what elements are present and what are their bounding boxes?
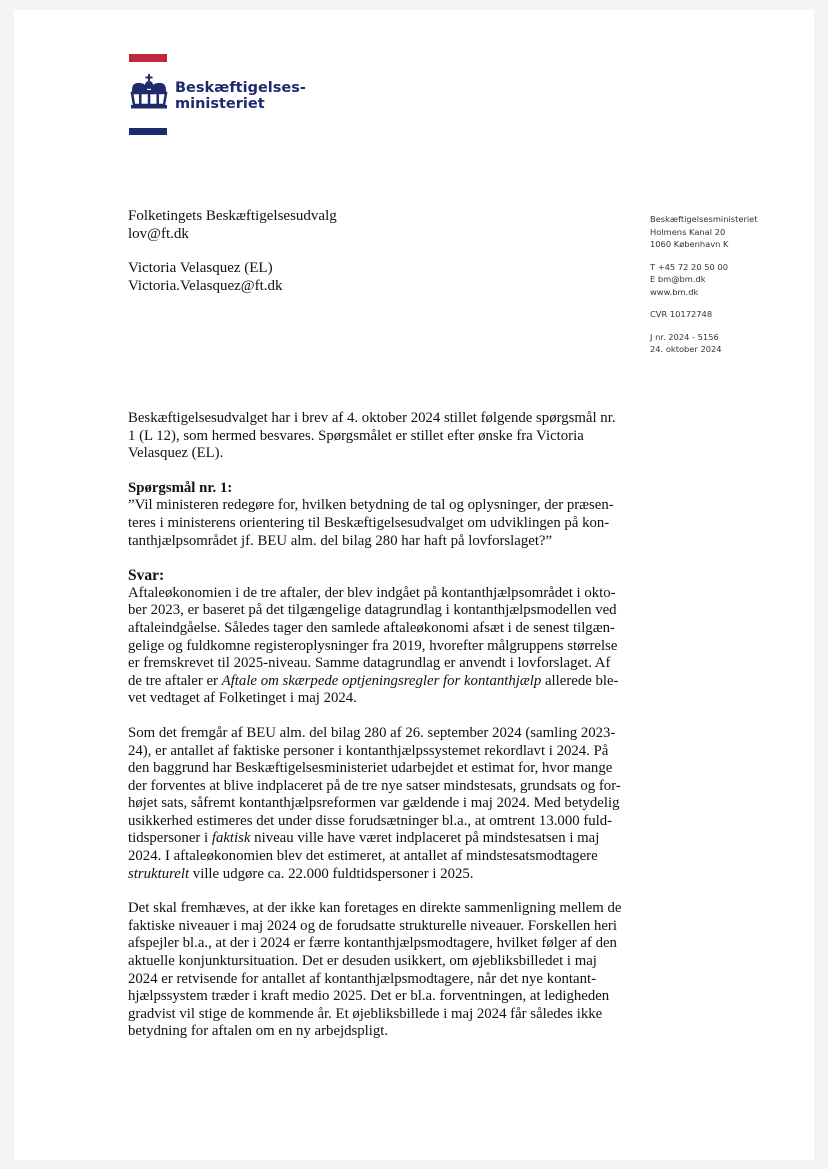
answer-line: afspejler bl.a., at der i 2024 er færre kontanthjælpsmodtagere, hvilket følger af den	[128, 935, 617, 952]
answer-line: faktiske niveauer i maj 2024 og de forudsatte strukturelle niveauer. Forskellen heri	[128, 917, 617, 934]
question-section	[128, 480, 656, 550]
answer-line: aktuelle konjunktursituation. Det er desuden usikkert, om øjebliksbilledet i maj	[128, 953, 597, 970]
sender-email: E bm@bm.dk	[650, 274, 706, 284]
sender-name: Beskæftigelsesministeriet	[650, 214, 758, 224]
intro-line: 1 (L 12), som hermed besvares. Spørgsmålet er stillet efter ønske fra Victoria	[128, 427, 584, 444]
answer-line: Aftaleøkonomien i de tre aftaler, der blev indgået på kontanthjælpsområdet i okto-	[128, 584, 616, 601]
answer-line: hjælpssystem træder i kraft medio 2025. Det er bl.a. forventningen, at ledigheden	[128, 988, 610, 1005]
recipient-person-email: Victoria.Velasquez@ft.dk	[128, 277, 283, 294]
answer-text: allerede ble-	[541, 672, 619, 689]
recipient-person: Victoria Velasquez (EL)	[128, 260, 273, 276]
sender-city: 1060 København K	[650, 239, 729, 249]
answer-line: der forventes at blive indplaceret på de tre nye satser mindstesats, grundsats og for-	[128, 777, 621, 794]
answer-line: betydning for aftalen om en ny arbejdspligt.	[128, 1023, 389, 1040]
recipient-committee-email: lov@ft.dk	[128, 225, 189, 242]
answer-line: 2024. I aftaleøkonomien blev det estimeret, at antallet af mindstesatsmodtagere	[128, 848, 598, 865]
answer-text: niveau ville have været indplaceret på mindstesatsen i maj	[250, 830, 600, 847]
answer-line: usikkerhed estimeres det under disse forudsætninger bl.a., at omtrent 13.000 fuld-	[128, 812, 613, 829]
answer-line: højet sats, såfremt kontanthjælpsreformen var gældende i maj 2024. Med betydelig	[128, 795, 620, 812]
logo-blue-bar	[129, 128, 167, 135]
sender-street: Holmens Kanal 20	[650, 226, 726, 237]
ministry-logo-text	[175, 80, 306, 112]
intro-line: Velasquez (EL).	[128, 445, 224, 462]
answer-text: ville udgøre ca. 22.000 fuldtidspersoner i 2025.	[189, 865, 474, 882]
letter-body	[128, 410, 656, 1058]
recipient-committee: Folketingets Beskæftigelsesudvalg	[128, 208, 337, 224]
intro-paragraph	[128, 410, 656, 463]
question-heading: Spørgsmål nr. 1:	[128, 479, 233, 496]
intro-line: Beskæftigelsesudvalget har i brev af 4. oktober 2024 stillet følgende spørgsmål nr.	[128, 410, 616, 426]
sender-cvr: CVR 10172748	[650, 309, 713, 319]
answer-paragraph-1	[128, 567, 656, 708]
emphasis-text: faktisk	[211, 830, 251, 847]
answer-heading: Svar:	[128, 567, 165, 585]
answer-line	[128, 673, 656, 691]
journal-number: J nr. 2024 - 5156	[650, 331, 719, 342]
answer-line: Det skal fremhæves, at der ikke kan foretages en direkte sammenligning mellem de	[128, 900, 622, 917]
logo-line-2: ministeriet	[175, 96, 265, 112]
answer-line: vet vedtaget af Folketinget i maj 2024.	[128, 690, 357, 707]
question-line: ”Vil ministeren redegøre for, hvilken betydning de tal og oplysninger, der præsen-	[128, 497, 614, 514]
sender-web: www.bm.dk	[650, 286, 699, 297]
question-line: teres i ministerens orientering til Beskæftigelsesudvalget om udviklingen på kon-	[128, 514, 610, 531]
answer-line: aftaleindgåelse. Således tager den samlede aftaleøkonomi afsæt i de senest tilgæn-	[128, 619, 615, 636]
sender-info	[650, 213, 758, 356]
answer-line: gelige og fuldkomne registeroplysninger fra 2019, hvorefter målgruppens størrelse	[128, 637, 618, 654]
logo-line-1: Beskæftigelses-	[175, 80, 306, 96]
answer-line: den baggrund har Beskæftigelsesministeriet udarbejdet et estimat for, hvor mange	[128, 760, 613, 777]
answer-line	[128, 830, 656, 848]
letter-date: 24. oktober 2024	[650, 344, 722, 354]
answer-paragraph-3	[128, 900, 656, 1041]
crown-icon	[128, 74, 170, 110]
sender-phone: T +45 72 20 50 00	[650, 261, 728, 272]
answer-line: ber 2023, er baseret på det tilgængelige datagrundlag i kontanthjælpsmodellen ved	[128, 602, 617, 619]
answer-text: de tre aftaler er	[128, 672, 222, 689]
answer-line: er fremskrevet til 2025-niveau. Samme datagrundlag er anvendt i lovforslaget. Af	[128, 655, 611, 672]
answer-paragraph-2	[128, 725, 656, 883]
answer-line: 2024 er retvisende for antallet af kontanthjælpsmodtagere, når det nye kontant-	[128, 970, 597, 987]
emphasis-text: strukturelt	[128, 865, 190, 882]
recipient-block	[128, 208, 337, 295]
answer-line: gradvist vil stige de kommende år. Et øjebliksbillede i maj 2024 får således ikke	[128, 1005, 603, 1022]
answer-text: tidspersoner i	[128, 830, 212, 847]
agreement-title: Aftale om skærpede optjeningsregler for kontanthjælp	[221, 672, 542, 689]
answer-line: 24), er antallet af faktiske personer i kontanthjælpssystemet rekordlavt i 2024. På	[128, 742, 609, 759]
question-line: tanthjælpsområdet jf. BEU alm. del bilag 280 har haft på lovforslaget?”	[128, 532, 553, 549]
logo-red-bar	[129, 54, 167, 62]
answer-line	[128, 866, 656, 884]
answer-line: Som det fremgår af BEU alm. del bilag 280 af 26. september 2024 (samling 2023-	[128, 724, 616, 741]
